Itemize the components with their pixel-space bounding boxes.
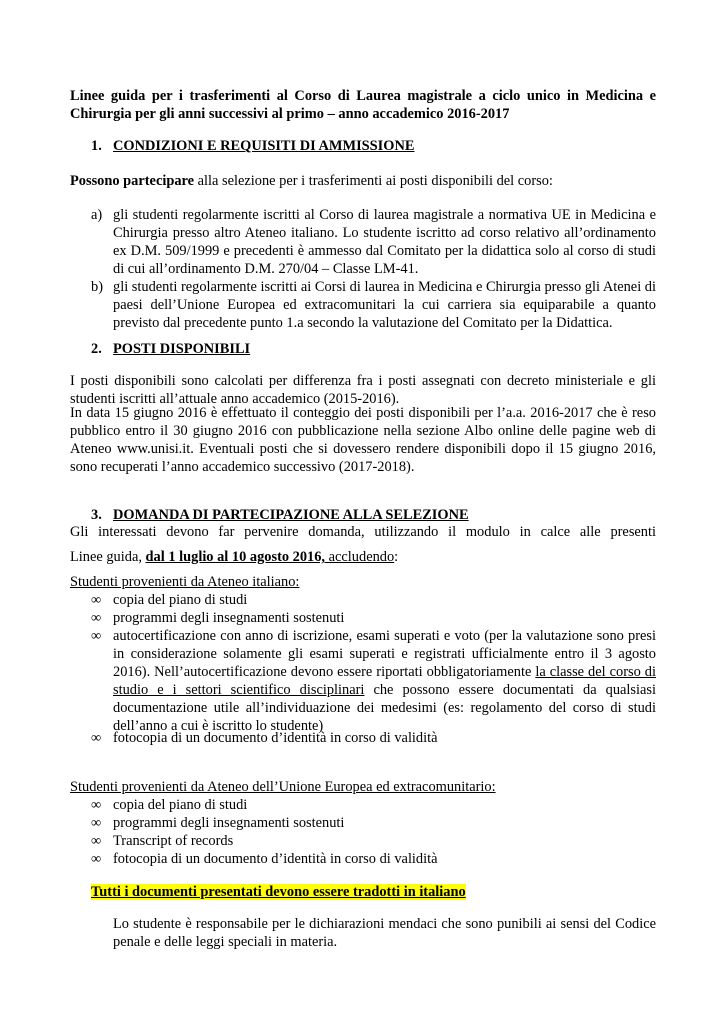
bullet-text: Transcript of records [113,833,234,849]
section-2-title: POSTI DISPONIBILI [113,341,251,357]
infinity-bullet-icon: ∞ [91,730,102,746]
infinity-bullet-icon: ∞ [91,628,102,644]
section-1-number: 1. [91,138,102,154]
list-item [91,850,656,868]
infinity-bullet-icon: ∞ [91,815,102,831]
responsibility-note: Lo studente è responsabile per le dichiarazioni mendaci che sono punibili ai sensi del Codice penale e delle leggi speciali in materia. [113,916,656,950]
section-3-intro: Gli interessati devono far pervenire domanda, utilizzando il modulo in calce alle presenti [70,524,656,540]
section-2-paragraph-2: In data 15 giugno 2016 è effettuato il conteggio dei posti disponibili per l’a.a. 2016-2017 che è reso pubblico entro il 30 giugno 2016 con pubblicazione nella sezione Albo online delle pagine web di Ateneo www.unisi.it. Eventuali posti che si dovessero rendere disponibili dopo il 15 giugno 2016, sono recuperati l’anno accademico successivo (2017-2018). [70,405,656,475]
translation-note [91,883,466,901]
item-text: gli studenti regolarmente iscritti al Corso di laurea magistrale a normativa UE in Medicina e Chirurgia presso altro Ateneo italiano. Lo studente iscritto ad corso relativo all’ordinamento ex D.M. 509/1999 e precedenti è ammesso dal Comitato per la didattica solo al corso di studi di cui all’ordinamento D.M. 270/04 – Classe LM-41. [113,207,656,277]
bullet-text: fotocopia di un documento d’identità in corso di validità [113,851,438,867]
item-marker: b) [91,279,103,295]
section-2-number: 2. [91,341,102,357]
group-1-title: Studenti provenienti da Ateneo italiano: [70,574,300,590]
highlighted-note: Tutti i documenti presentati devono essere tradotti in italiano [91,884,466,900]
section-3-title: DOMANDA DI PARTECIPAZIONE ALLA SELEZIONE [113,507,469,523]
list-item [91,832,656,850]
list-item [91,796,656,814]
dates-colon: : [394,549,399,565]
list-item [91,627,656,735]
bullet-text: fotocopia di un documento d’identità in corso di validità [113,730,438,746]
infinity-bullet-icon: ∞ [91,833,102,849]
submission-dates [70,548,656,566]
section-3-number: 3. [91,507,102,523]
section-2-paragraph-1: I posti disponibili sono calcolati per differenza fra i posti assegnati con decreto ministeriale e gli studenti iscritti all’attuale anno accademico (2015-2016). [70,373,656,407]
list-item [91,729,656,747]
bullet-text: copia del piano di studi [113,797,248,813]
dates-accludendo: accludendo [325,549,395,565]
item-marker: a) [91,207,103,223]
bullet-text: programmi degli insegnamenti sostenuti [113,815,345,831]
document-title: Linee guida per i trasferimenti al Corso di Laurea magistrale a ciclo unico in Medicina e Chirurgia per gli anni successivi al primo – anno accademico 2016-2017 [70,88,656,122]
section-1-intro [70,172,656,190]
infinity-bullet-icon: ∞ [91,851,102,867]
section-1-heading [91,137,414,155]
autocert-text-b: che possono essere documentati da qualsiasi documentazione utile all’individuazione dei medesimi (es: regolamento del corso di studi dell’anno a cui è iscritto lo studente) [113,682,656,734]
intro-rest: alla selezione per i trasferimenti ai posti disponibili del corso: [194,173,553,189]
infinity-bullet-icon: ∞ [91,610,102,626]
item-text: gli studenti regolarmente iscritti ai Corsi di laurea in Medicina e Chirurgia presso gli Atenei di paesi dell’Unione Europea ed extracomunitari la cui carriera sia equiparabile a quanto previsto dal precedente punto 1.a secondo la valutazione del Comitato per la Didattica. [113,279,656,331]
bullet-text: programmi degli insegnamenti sostenuti [113,610,345,626]
intro-bold: Possono partecipare [70,173,195,189]
list-item-a [91,206,656,278]
section-3-heading [91,506,469,524]
section-1-title: CONDIZIONI E REQUISITI DI AMMISSIONE [113,138,415,154]
list-item [91,591,656,609]
autocert-text-a: autocertificazione con anno di iscrizione, esami superati e voto (per la valutazione sono presi in considerazione solamente gli esami superati e registrati ufficialmente entro il 3 agosto 2016). Nell’autocertificazione devono essere riportati obbligatoriamente [113,628,656,680]
list-item [91,609,656,627]
group-2-title: Studenti provenienti da Ateneo dell’Unione Europea ed extracomunitario: [70,779,496,795]
list-item [91,814,656,832]
bullet-text: copia del piano di studi [113,592,248,608]
list-item-b [91,278,656,332]
autocert-underlined: la classe del corso di studio e i settori scientifico disciplinari [113,664,656,698]
dates-range: dal 1 luglio al 10 agosto 2016, [145,549,326,565]
infinity-bullet-icon: ∞ [91,592,102,608]
dates-prefix: Linee guida, [70,549,146,565]
infinity-bullet-icon: ∞ [91,797,102,813]
bullet-text [113,627,656,735]
section-2-heading [91,340,250,358]
